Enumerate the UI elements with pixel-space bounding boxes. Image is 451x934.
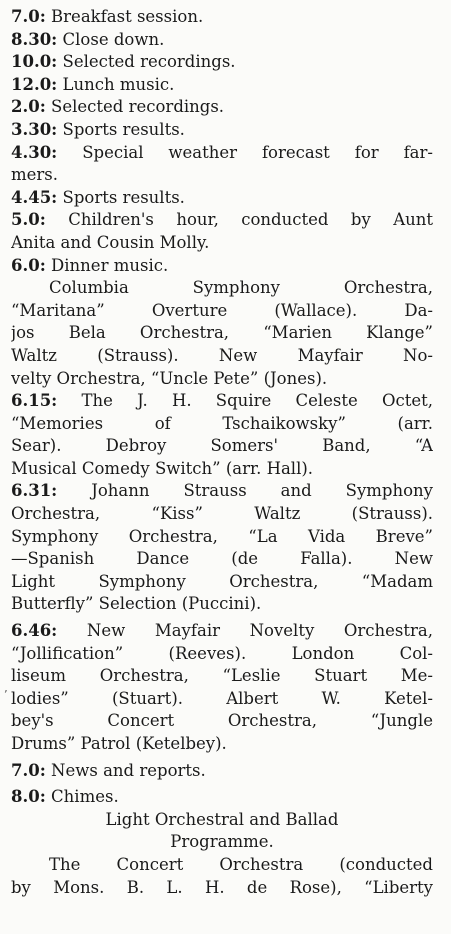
schedule-entry bbox=[11, 760, 433, 783]
heading-line: Programme. bbox=[170, 832, 274, 852]
heading-line: Light Orchestral and Ballad bbox=[105, 809, 339, 829]
entry-text: liseum Orchestra, “Leslie Stuart Me- bbox=[11, 666, 433, 686]
paragraph-line: velty Orchestra, “Uncle Pete” (Jones). bbox=[11, 368, 328, 388]
entry-time: 12.0: bbox=[11, 74, 58, 94]
entry-text: Children's hour, conducted by Aunt bbox=[68, 210, 433, 230]
entry-text: Chimes. bbox=[51, 787, 119, 807]
entry-text: “Memories of Tschaikowsky” (arr. bbox=[11, 413, 433, 433]
entry-text: Sports results. bbox=[62, 187, 185, 207]
entry-time: 6.0: bbox=[11, 255, 46, 275]
entry-text: Lunch music. bbox=[62, 74, 175, 94]
entry-time: 8.30: bbox=[11, 29, 58, 49]
entry-text: Light Symphony Orchestra, “Madam bbox=[11, 571, 433, 591]
entry-time: 3.30: bbox=[11, 119, 58, 139]
entry-text: Selected recordings. bbox=[51, 97, 225, 117]
paragraph-line: Columbia Symphony Orchestra, bbox=[49, 278, 433, 298]
print-speck-icon: ’ bbox=[4, 688, 8, 701]
entry-text: Butterfly” Selection (Puccini). bbox=[11, 594, 262, 614]
schedule-entry bbox=[11, 29, 433, 52]
entry-text: —Spanish Dance (de Falla). New bbox=[11, 549, 433, 569]
entry-text: Breakfast session. bbox=[51, 7, 204, 26]
entry-time: 10.0: bbox=[11, 52, 58, 72]
entry-text: “Jollification” (Reeves). London Col- bbox=[11, 643, 433, 663]
closing-paragraph bbox=[11, 854, 433, 899]
entry-text: Selected recordings. bbox=[62, 52, 236, 72]
schedule-entry bbox=[11, 480, 433, 616]
schedule-entry bbox=[11, 119, 433, 142]
entry-time: 5.0: bbox=[11, 210, 46, 230]
paragraph-line: by Mons. B. L. H. de Rose), “Liberty bbox=[11, 877, 433, 897]
entry-text: mers. bbox=[11, 165, 59, 185]
entry-text: Symphony Orchestra, “La Vida Breve” bbox=[11, 526, 433, 546]
entry-text: Musical Comedy Switch” (arr. Hall). bbox=[11, 458, 314, 478]
entry-text: Close down. bbox=[62, 29, 165, 49]
entry-time: 7.0: bbox=[11, 760, 46, 780]
entry-time: 2.0: bbox=[11, 97, 46, 117]
programme-heading bbox=[11, 809, 433, 854]
schedule-entry bbox=[11, 96, 433, 119]
entry-time: 4.45: bbox=[11, 187, 58, 207]
entry-text: lodies” (Stuart). Albert W. Ketel- bbox=[11, 688, 433, 708]
paragraph-line: “Maritana” Overture (Wallace). Da- bbox=[11, 300, 433, 320]
entry-text: Johann Strauss and Symphony bbox=[91, 481, 433, 501]
entry-text: Orchestra, “Kiss” Waltz (Strauss). bbox=[11, 504, 433, 524]
entry-text: The J. H. Squire Celeste Octet, bbox=[81, 391, 433, 411]
entry-text: bey's Concert Orchestra, “Jungle bbox=[11, 711, 433, 731]
schedule-entry bbox=[11, 142, 433, 187]
paragraph-line: jos Bela Orchestra, “Marien Klange” bbox=[11, 323, 433, 343]
paragraph-line: Waltz (Strauss). New Mayfair No- bbox=[11, 345, 433, 365]
entry-time: 6.46: bbox=[11, 621, 58, 641]
entry-time: 4.30: bbox=[11, 142, 58, 162]
schedule-entry bbox=[11, 187, 433, 210]
entry-text: Dinner music. bbox=[51, 255, 169, 275]
paragraph-line: The Concert Orchestra (conducted bbox=[49, 854, 433, 874]
entry-text: Sear). Debroy Somers' Band, “A bbox=[11, 436, 433, 456]
dinner-music-paragraph bbox=[11, 277, 433, 390]
entry-time: 6.15: bbox=[11, 391, 58, 411]
entry-time: 7.0: bbox=[11, 7, 46, 26]
entry-time: 6.31: bbox=[11, 481, 58, 501]
entry-time: 8.0: bbox=[11, 787, 46, 807]
entry-text: Special weather forecast for far- bbox=[82, 142, 433, 162]
entry-text: Drums” Patrol (Ketelbey). bbox=[11, 734, 227, 753]
entry-text: Anita and Cousin Molly. bbox=[11, 232, 210, 252]
schedule-entry bbox=[11, 6, 433, 29]
entry-text: New Mayfair Novelty Orchestra, bbox=[86, 621, 433, 641]
schedule-entry bbox=[11, 209, 433, 254]
schedule-entry bbox=[11, 74, 433, 97]
schedule-entry bbox=[11, 255, 433, 278]
schedule-entry bbox=[11, 786, 433, 809]
schedule-entry bbox=[11, 620, 433, 756]
entry-text: News and reports. bbox=[51, 760, 206, 780]
entry-text: Sports results. bbox=[62, 119, 185, 139]
schedule-entry bbox=[11, 51, 433, 74]
schedule-entry bbox=[11, 390, 433, 480]
